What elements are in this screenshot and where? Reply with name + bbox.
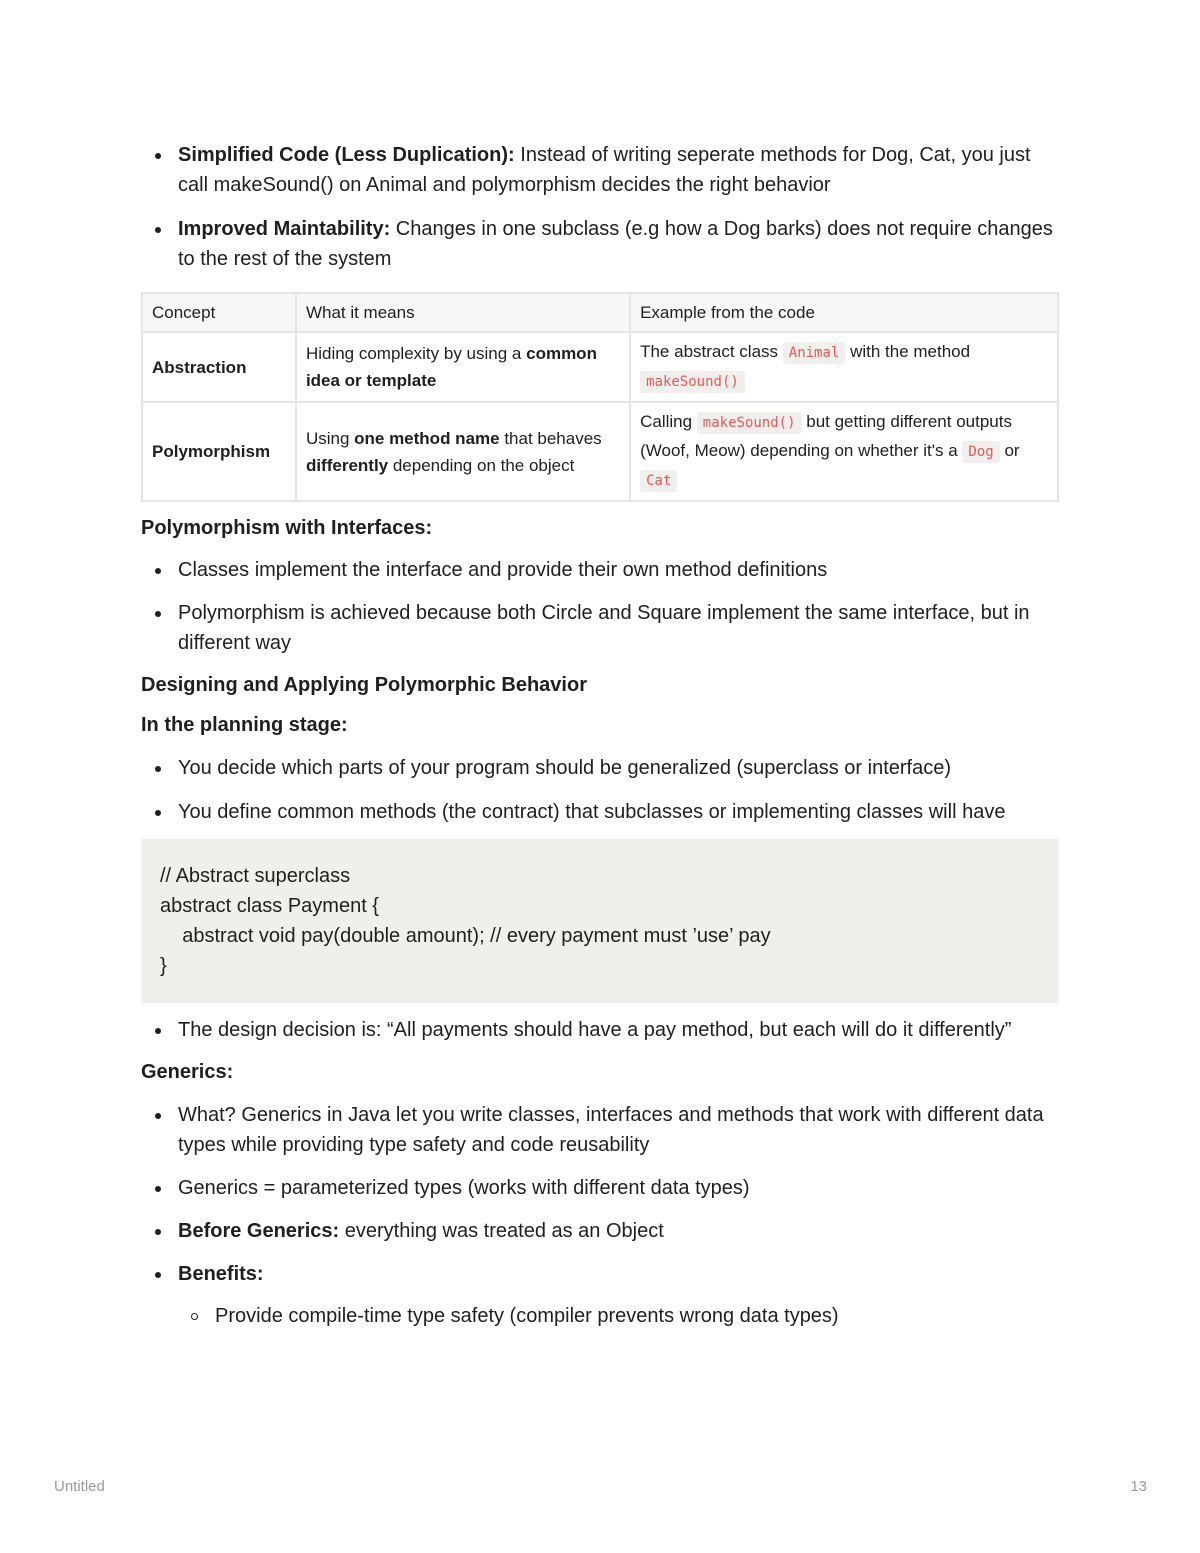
table-cell-example: The abstract class Animal with the method makeSound() [630, 332, 1058, 402]
benefits-sublist [141, 1301, 1059, 1331]
list-item: Polymorphism is achieved because both Circle and Square implement the same interface, but in different way [141, 598, 1059, 658]
concept-table [141, 292, 1059, 502]
inline-code: Animal [783, 342, 846, 364]
planning-list [141, 753, 1059, 827]
table-row [142, 402, 1058, 501]
list-item: Provide compile-time type safety (compiler prevents wrong data types) [141, 1301, 1059, 1331]
table-header-row [142, 293, 1058, 332]
table-cell-example: Calling makeSound() but getting different outputs (Woof, Meow) depending on whether it's a Dog or Cat [630, 402, 1058, 501]
inline-code: makeSound() [697, 412, 802, 434]
list-item: Simplified Code (Less Duplication): Instead of writing seperate methods for Dog, Cat, you just call makeSound() on Animal and polymorphism decides the right behavior [141, 140, 1059, 200]
design-list [141, 1015, 1059, 1045]
list-item: You decide which parts of your program should be generalized (superclass or interface) [141, 753, 1059, 783]
list-item: Generics = parameterized types (works with different data types) [141, 1173, 1059, 1203]
interfaces-list [141, 555, 1059, 658]
inline-code: makeSound() [640, 371, 745, 393]
section-heading: Generics: [141, 1061, 234, 1083]
table-header-cell: Concept [142, 293, 296, 332]
code-line: abstract class Payment { [160, 895, 379, 917]
table-row [142, 332, 1058, 402]
table-header-cell: What it means [296, 293, 630, 332]
table-header-cell: Example from the code [630, 293, 1058, 332]
code-line: // Abstract superclass [160, 865, 351, 887]
list-item: The design decision is: “All payments should have a pay method, but each will do it differently” [141, 1015, 1059, 1045]
section-heading: In the planning stage: [141, 714, 348, 736]
page-content [141, 140, 1059, 1331]
inline-code: Dog [962, 441, 999, 463]
list-item: You define common methods (the contract) that subclasses or implementing classes will have [141, 797, 1059, 827]
table-cell-meaning: Hiding complexity by using a common idea or template [296, 332, 630, 402]
inline-code: Cat [640, 470, 677, 492]
section-heading: Polymorphism with Interfaces: [141, 517, 433, 539]
code-line: abstract void pay(double amount); // every payment must ’use’ pay [160, 925, 771, 947]
list-item: What? Generics in Java let you write classes, interfaces and methods that work with different data types while providing type safety and code reusability [141, 1100, 1059, 1160]
list-item: Before Generics: everything was treated as an Object [141, 1216, 1059, 1246]
page-number: 13 [1130, 1478, 1147, 1495]
benefits-list [141, 140, 1059, 274]
footer-title: Untitled [54, 1478, 105, 1495]
section-heading: Designing and Applying Polymorphic Behavior [141, 674, 587, 696]
list-item: Benefits: [141, 1259, 1059, 1289]
table-cell-concept: Polymorphism [142, 402, 296, 501]
table-cell-meaning: Using one method name that behaves differently depending on the object [296, 402, 630, 501]
list-item: Improved Maintability: Changes in one subclass (e.g how a Dog barks) does not require changes to the rest of the system [141, 214, 1059, 274]
code-line: } [160, 955, 167, 977]
list-item: Classes implement the interface and provide their own method definitions [141, 555, 1059, 585]
table-cell-concept: Abstraction [142, 332, 296, 402]
generics-list [141, 1100, 1059, 1289]
code-block [141, 839, 1059, 1003]
